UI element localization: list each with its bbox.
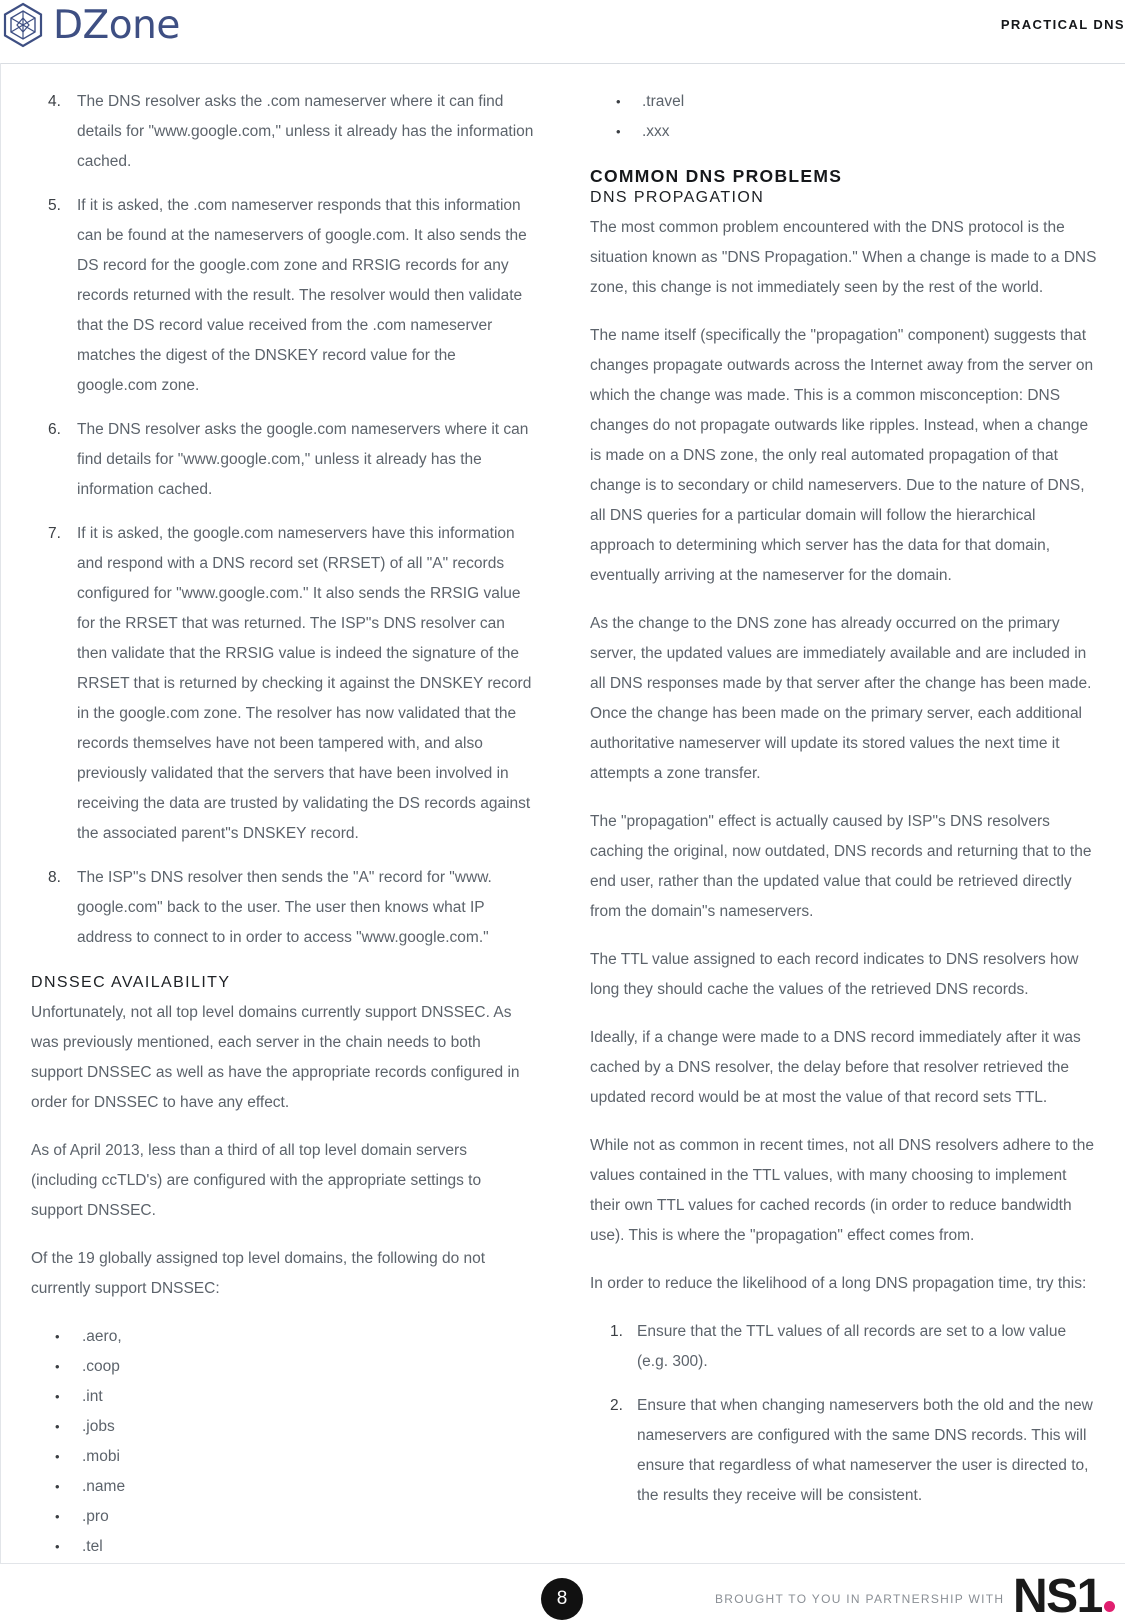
- step-text: If it is asked, the google.com nameservers have this information and respond with a DNS record set (RRSET) of all "A" records configured for "www.google.com." It also sends the RRSIG value for the RRSET that was returned. The ISP"s DNS resolver can then validate that the RRSIG value is indeed the signature of the RRSET that is returned by checking it against the DNSKEY record in the google.com zone. The resolver has now validated that the records themselves have not been tampered with, and also previously validated that the servers that have been involved in receiving the data are trusted by validating the DS records against the associated parent"s DNSKEY record.: [77, 525, 532, 842]
- list-item: • .tel: [31, 1532, 534, 1562]
- dns-propagation-heading: DNS PROPAGATION: [590, 189, 765, 206]
- step-text: The ISP"s DNS resolver then sends the "A" record for "www. google.com" back to the user. The user then knows what IP address to connect to in order to access "www.google.com.": [77, 869, 492, 946]
- step-text: If it is asked, the .com nameserver responds that this information can be found at the nameservers of google.com. It also sends the DS record for the google.com zone and RRSIG records for any records returned with the result. The resolver would then validate that the DS record value received from the .com nameserver matches the digest of the DNSKEY record value for the google.com zone.: [77, 197, 527, 394]
- body-paragraph: While not as common in recent times, not all DNS resolvers adhere to the values contained in the TTL values, with many choosing to implement their own TTL values for cached records (in order to reduce bandwidth use). This is where the "propagation" effect comes from.: [590, 1137, 1094, 1244]
- list-item: [590, 1317, 1098, 1377]
- step-text: The DNS resolver asks the google.com nameservers where it can find details for "www.google.com," unless it already has the information cached.: [77, 421, 529, 498]
- step-number: 5.: [48, 197, 61, 214]
- ns1-logo[interactable]: [1013, 1572, 1115, 1622]
- ns1-logo-text: NS1: [1013, 1570, 1102, 1623]
- list-item: [31, 863, 534, 953]
- resolution-steps-list: [31, 87, 534, 953]
- list-item: • .travel: [590, 87, 1098, 117]
- right-column: [590, 87, 1098, 1525]
- unsupported-tld-list: [31, 1322, 534, 1562]
- list-item: • .aero,: [31, 1322, 534, 1352]
- list-item: [31, 519, 534, 849]
- step-number: 6.: [48, 421, 61, 438]
- step-number: 8.: [48, 869, 61, 886]
- logo-text: DZone: [53, 2, 180, 48]
- dzone-logo-icon: [0, 2, 46, 48]
- fix-text: Ensure that the TTL values of all records are set to a low value (e.g. 300).: [637, 1323, 1067, 1370]
- dnssec-availability-heading: DNSSEC AVAILABILITY: [31, 974, 231, 991]
- list-item: • .coop: [31, 1352, 534, 1382]
- body-paragraph: The TTL value assigned to each record indicates to DNS resolvers how long they should cache the values of the retrieved DNS records.: [590, 951, 1079, 998]
- step-number: 7.: [48, 525, 61, 542]
- page-header: [0, 0, 1125, 64]
- fix-text: Ensure that when changing nameservers both the old and the new nameservers are configured with the same DNS records. This will ensure that regardless of what nameserver the user is directed to, the results they receive will be consistent.: [637, 1397, 1093, 1504]
- list-item: [31, 415, 534, 505]
- page-number-badge: 8: [541, 1578, 583, 1620]
- ns1-dot-icon: [1104, 1601, 1115, 1612]
- unsupported-tld-list-continued: [590, 87, 1098, 147]
- step-number: 4.: [48, 93, 61, 110]
- list-item: [31, 87, 534, 177]
- dnssec-paragraph: As of April 2013, less than a third of all top level domain servers (including ccTLD's) are configured with the appropriate settings to support DNSSEC.: [31, 1142, 482, 1219]
- body-paragraph: The most common problem encountered with the DNS protocol is the situation known as "DNS Propagation." When a change is made to a DNS zone, this change is not immediately seen by the rest of the world.: [590, 219, 1097, 296]
- dnssec-paragraph: Of the 19 globally assigned top level domains, the following do not currently support DNSSEC:: [31, 1250, 486, 1297]
- common-dns-problems-heading: COMMON DNS PROBLEMS: [590, 166, 843, 186]
- body-paragraph: The name itself (specifically the "propagation" component) suggests that changes propagate outwards across the Internet away from the server on which the change was made. This is a common misconception: DNS changes do not propagate outwards like ripples. Instead, when a change is made on a DNS zone, the only real automated propagation of that change is to secondary or child nameservers. Due to the nature of DNS, all DNS queries for a particular domain will follow the hierarchical approach to determining which server has the data for that domain, eventually arriving at the nameserver for the domain.: [590, 327, 1094, 584]
- body-paragraph: The "propagation" effect is actually caused by ISP"s DNS resolvers caching the original, now outdated, DNS records and returning that to the end user, rather than the updated value that could be retrieved directly from the domain"s nameservers.: [590, 813, 1092, 920]
- fix-number: 2.: [610, 1397, 623, 1414]
- partnership-text: BROUGHT TO YOU IN PARTNERSHIP WITH: [715, 1592, 1005, 1606]
- left-column: [31, 87, 534, 1562]
- dzone-logo[interactable]: [0, 0, 180, 50]
- step-text: The DNS resolver asks the .com nameserver where it can find details for "www.google.com," unless it already has the information cached.: [77, 93, 534, 170]
- fix-number: 1.: [610, 1323, 623, 1340]
- body-paragraph: Ideally, if a change were made to a DNS record immediately after it was cached by a DNS resolver, the delay before that resolver retrieved the updated record would be at most the value of that record sets TTL.: [590, 1029, 1081, 1106]
- list-item: [31, 191, 534, 401]
- list-item: • .xxx: [590, 117, 1098, 147]
- list-item: • .mobi: [31, 1442, 534, 1472]
- list-item: • .jobs: [31, 1412, 534, 1442]
- list-item: • .pro: [31, 1502, 534, 1532]
- propagation-fixes-list: [590, 1317, 1098, 1511]
- dnssec-paragraph: Unfortunately, not all top level domains currently support DNSSEC. As was previously mentioned, each server in the chain needs to both support DNSSEC as well as have the appropriate records configured in order for DNSSEC to have any effect.: [31, 1004, 520, 1111]
- body-paragraph: In order to reduce the likelihood of a long DNS propagation time, try this:: [590, 1275, 1087, 1292]
- list-item: • .name: [31, 1472, 534, 1502]
- body-paragraph: As the change to the DNS zone has already occurred on the primary server, the updated values are immediately available and are included in all DNS responses made by that server after the change has been made. Once the change has been made on the primary server, each additional authoritative nameserver will update its stored values the next time it attempts a zone transfer.: [590, 615, 1092, 782]
- list-item: [590, 1391, 1098, 1511]
- section-title: PRACTICAL DNS: [1000, 17, 1125, 32]
- list-item: • .int: [31, 1382, 534, 1412]
